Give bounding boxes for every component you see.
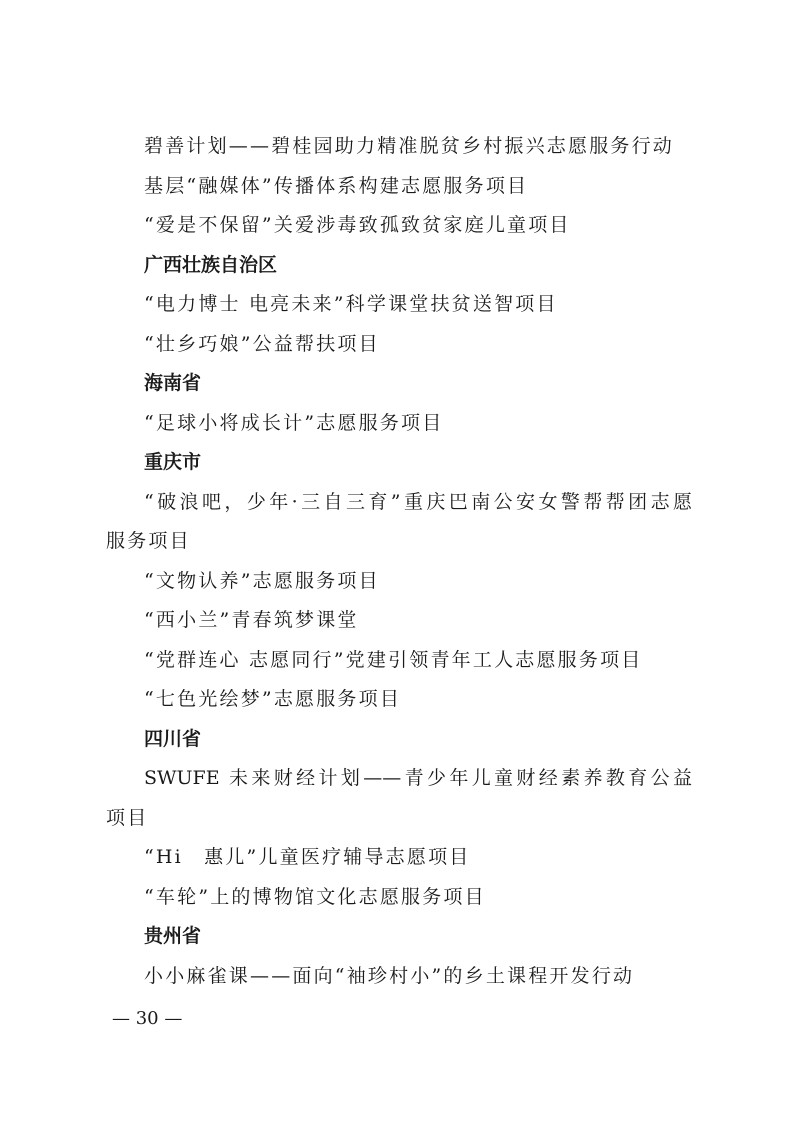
project-line: 基层“融媒体”传播体系构建志愿服务项目 — [144, 175, 529, 197]
region-heading: 广西壮族自治区 — [144, 254, 278, 276]
region-heading: 贵州省 — [144, 925, 202, 947]
project-line: “西小兰”青春筑梦课堂 — [144, 609, 359, 631]
project-line: “电力博士 电亮未来”科学课堂扶贫送智项目 — [144, 293, 558, 315]
project-line: “党群连心 志愿同行”党建引领青年工人志愿服务项目 — [144, 649, 643, 671]
region-heading: 重庆市 — [144, 451, 202, 473]
project-line: “Hi 惠儿”儿童医疗辅导志愿项目 — [144, 846, 471, 868]
project-line: SWUFE 未来财经计划——青少年儿童财经素养教育公益 — [144, 767, 692, 789]
page-number: — 30 — — [112, 1008, 183, 1029]
region-heading: 海南省 — [144, 372, 202, 394]
project-line: 小小麻雀课——面向“袖珍村小”的乡土课程开发行动 — [144, 965, 635, 987]
project-line: “足球小将成长计”志愿服务项目 — [144, 412, 444, 434]
project-line: “车轮”上的博物馆文化志愿服务项目 — [144, 886, 486, 908]
project-line: 碧善计划——碧桂园助力精准脱贫乡村振兴志愿服务行动 — [144, 135, 675, 157]
region-heading: 四川省 — [144, 728, 202, 750]
project-line: “文物认养”志愿服务项目 — [144, 570, 380, 592]
project-line-continuation: 项目 — [106, 807, 149, 829]
project-line: “破浪吧，少年·三自三育”重庆巴南公安女警帮帮团志愿 — [144, 491, 692, 513]
project-line-continuation: 服务项目 — [106, 530, 191, 552]
project-line: “七色光绘梦”志愿服务项目 — [144, 688, 402, 710]
project-line: “壮乡巧娘”公益帮扶项目 — [144, 333, 380, 355]
project-line: “爱是不保留”关爱涉毒致孤致贫家庭儿童项目 — [144, 214, 571, 236]
